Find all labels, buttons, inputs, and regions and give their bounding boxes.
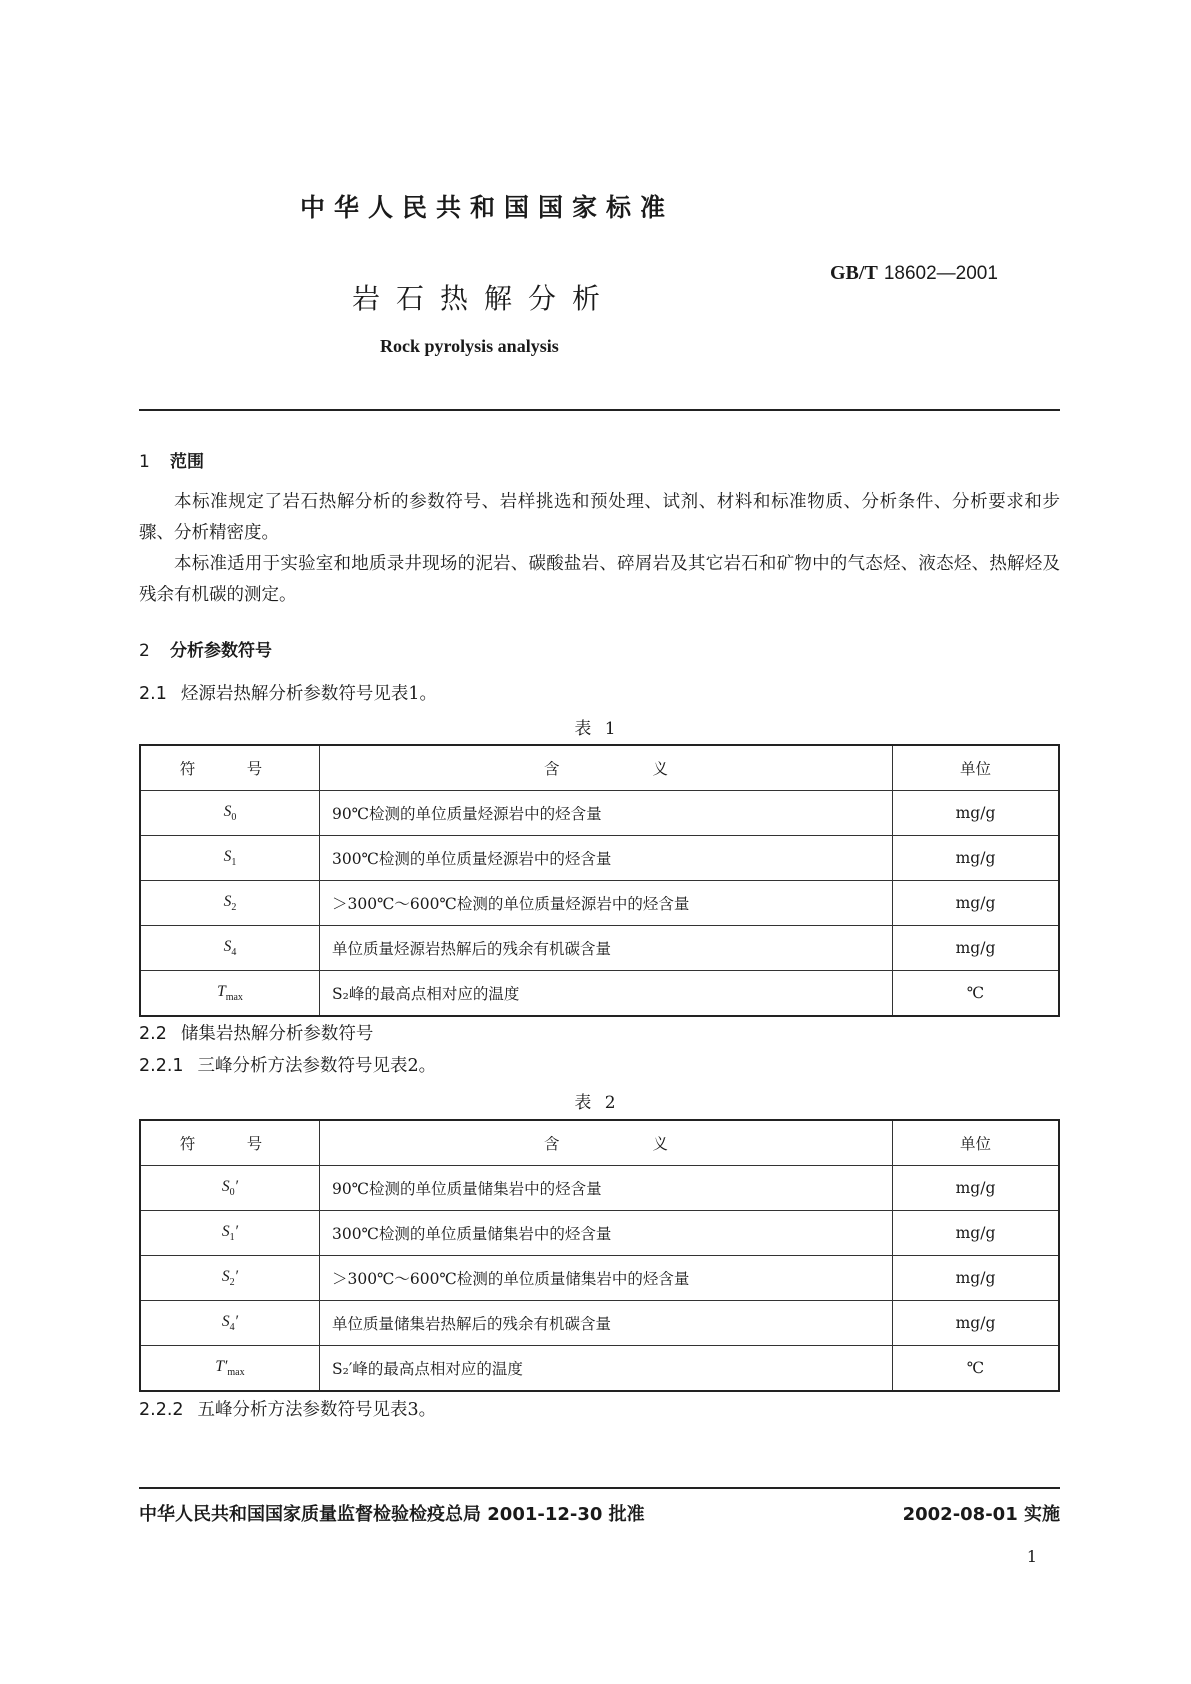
footer-divider <box>139 1487 1060 1489</box>
meaning-cell: 300℃检测的单位质量烃源岩中的烃含量 <box>320 836 893 881</box>
unit-cell: mg/g <box>893 1256 1060 1301</box>
header-symbol: 符 号 <box>140 1120 320 1166</box>
clause-2-2-2-text: 五峰分析方法参数符号见表3。 <box>197 1400 437 1420</box>
symbol-cell: $S_1'$ <box>140 1211 320 1256</box>
table-1 <box>139 744 1060 1017</box>
table-row <box>140 1256 1059 1301</box>
unit-cell: mg/g <box>893 1211 1060 1256</box>
section-1-number: 1 <box>139 452 150 472</box>
section-2-heading <box>139 636 272 661</box>
unit-cell: mg/g <box>893 791 1060 836</box>
table-1-caption: 表 1 <box>574 719 620 739</box>
header-meaning: 含 义 <box>320 745 893 791</box>
symbol-cell: $T_{max}$ <box>140 971 320 1017</box>
clause-2-2-2 <box>139 1396 436 1421</box>
clause-2-1-number: 2.1 <box>139 684 167 704</box>
document-title-cn: 岩石热解分析 <box>352 282 617 315</box>
clause-2-1 <box>139 680 437 705</box>
unit-cell: ℃ <box>893 1346 1060 1392</box>
section-1-paragraph-1: 本标准规定了岩石热解分析的参数符号、岩样挑选和预处理、试剂、材料和标准物质、分析条件、分析要求和步骤、分析精密度。 <box>139 492 1060 543</box>
approval-statement: 中华人民共和国国家质量监督检验检疫总局 2001-12-30 批准 <box>139 1504 645 1525</box>
symbol-cell: $S_4$ <box>140 926 320 971</box>
symbol-cell: $S_4'$ <box>140 1301 320 1346</box>
symbol-cell: $S_0'$ <box>140 1166 320 1211</box>
meaning-cell: 单位质量烃源岩热解后的残余有机碳含量 <box>320 926 893 971</box>
meaning-cell: 90℃检测的单位质量烃源岩中的烃含量 <box>320 791 893 836</box>
table-row <box>140 1166 1059 1211</box>
clause-2-2-1-number: 2.2.1 <box>139 1056 184 1076</box>
header-divider <box>139 409 1060 411</box>
section-1-paragraph-2: 本标准适用于实验室和地质录井现场的泥岩、碳酸盐岩、碎屑岩及其它岩石和矿物中的气态烃、液态烃、热解烃及残余有机碳的测定。 <box>139 554 1060 605</box>
header-meaning: 含 义 <box>320 1120 893 1166</box>
unit-cell: mg/g <box>893 836 1060 881</box>
symbol-cell: $S_1$ <box>140 836 320 881</box>
meaning-cell: 单位质量储集岩热解后的残余有机碳含量 <box>320 1301 893 1346</box>
implementation-date: 2002-08-01 实施 <box>902 1504 1060 1525</box>
table-row <box>140 1211 1059 1256</box>
header-unit: 单位 <box>893 745 1060 791</box>
symbol-cell: $T'_{max}$ <box>140 1346 320 1392</box>
meaning-cell: ＞300℃～600℃检测的单位质量烃源岩中的烃含量 <box>320 881 893 926</box>
table-2 <box>139 1119 1060 1392</box>
unit-cell: ℃ <box>893 971 1060 1017</box>
table-row <box>140 881 1059 926</box>
meaning-cell: 300℃检测的单位质量储集岩中的烃含量 <box>320 1211 893 1256</box>
symbol-cell: $S_2$ <box>140 881 320 926</box>
section-1-title: 范围 <box>170 452 204 472</box>
meaning-cell: S₂峰的最高点相对应的温度 <box>320 971 893 1017</box>
meaning-cell: S₂′峰的最高点相对应的温度 <box>320 1346 893 1392</box>
clause-2-1-text: 烃源岩热解分析参数符号见表1。 <box>180 684 437 704</box>
standard-code <box>830 262 998 285</box>
clause-2-2-text: 储集岩热解分析参数符号 <box>180 1024 374 1044</box>
unit-cell: mg/g <box>893 1166 1060 1211</box>
standard-code-prefix: GB/T <box>830 262 878 284</box>
table-row <box>140 971 1059 1017</box>
clause-2-2-number: 2.2 <box>139 1024 167 1044</box>
unit-cell: mg/g <box>893 881 1060 926</box>
header-symbol: 符 号 <box>140 745 320 791</box>
unit-cell: mg/g <box>893 1301 1060 1346</box>
clause-2-2-1 <box>139 1052 436 1077</box>
national-standard-title: 中华人民共和国国家标准 <box>300 193 675 222</box>
table-header-row <box>140 745 1059 791</box>
table-row <box>140 1346 1059 1392</box>
section-2-title: 分析参数符号 <box>170 641 272 661</box>
symbol-cell: $S_2'$ <box>140 1256 320 1301</box>
page-number: 1 <box>1026 1547 1037 1566</box>
table-header-row <box>140 1120 1059 1166</box>
table-row <box>140 791 1059 836</box>
standard-code-number: 18602—2001 <box>883 263 998 284</box>
table-2-caption: 表 2 <box>574 1093 620 1113</box>
header-unit: 单位 <box>893 1120 1060 1166</box>
document-title-en: Rock pyrolysis analysis <box>380 336 559 356</box>
section-1-heading <box>139 447 204 472</box>
table-row <box>140 926 1059 971</box>
table-row <box>140 1301 1059 1346</box>
table-row <box>140 836 1059 881</box>
meaning-cell: 90℃检测的单位质量储集岩中的烃含量 <box>320 1166 893 1211</box>
symbol-cell: $S_0$ <box>140 791 320 836</box>
meaning-cell: ＞300℃～600℃检测的单位质量储集岩中的烃含量 <box>320 1256 893 1301</box>
clause-2-2-2-number: 2.2.2 <box>139 1400 184 1420</box>
unit-cell: mg/g <box>893 926 1060 971</box>
clause-2-2-1-text: 三峰分析方法参数符号见表2。 <box>197 1056 437 1076</box>
clause-2-2 <box>139 1020 373 1045</box>
section-2-number: 2 <box>139 641 150 661</box>
